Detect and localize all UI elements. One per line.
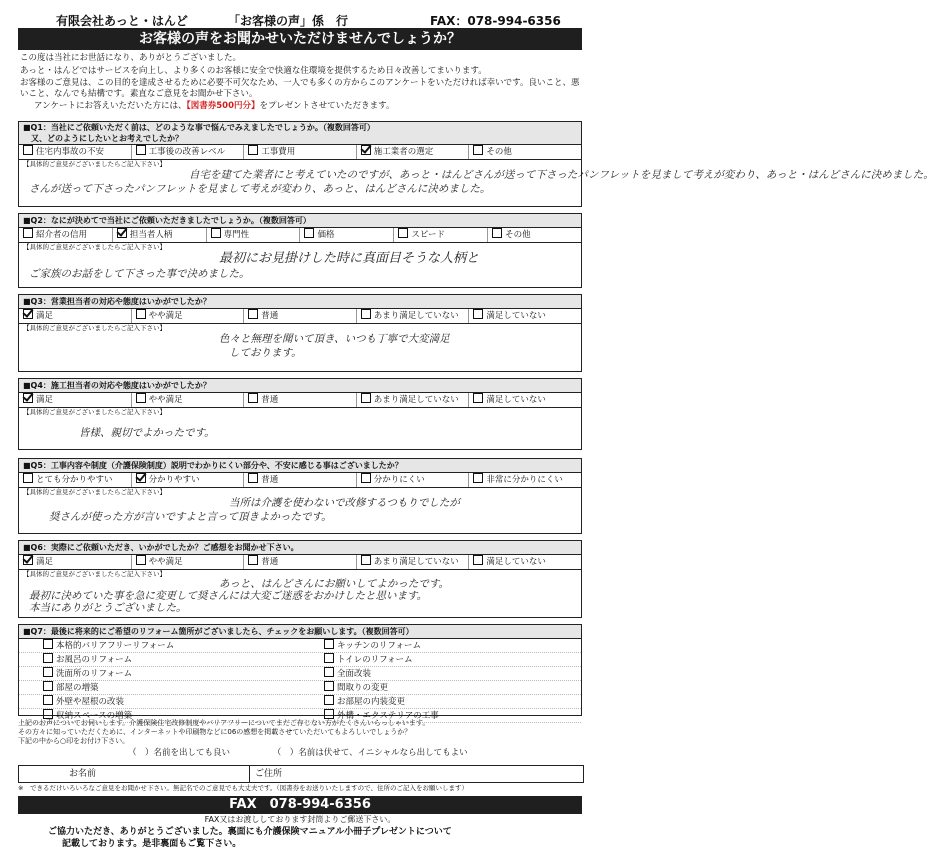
option-label: やや満足	[148, 557, 183, 567]
reform-option[interactable]	[19, 695, 300, 709]
option-label: やや満足	[148, 311, 183, 321]
option[interactable]	[19, 145, 132, 159]
option[interactable]	[469, 473, 581, 487]
intro-present-text: アンケートにお答えいただいた方には、	[34, 101, 187, 111]
comment-prompt: 【具体的ご意見がございましたらご記入下さい】	[23, 488, 166, 496]
option[interactable]	[357, 555, 470, 569]
checkbox-checked[interactable]	[136, 473, 146, 483]
question-5-options	[19, 473, 581, 488]
option[interactable]	[357, 309, 470, 323]
option-label: 担当者人柄	[129, 230, 173, 240]
option[interactable]	[469, 309, 581, 323]
question-2-title: ■Q2：なにが決めてで当社にご依頼いただきましたでしょうか。（複数回答可）	[19, 214, 581, 228]
option[interactable]	[19, 309, 132, 323]
question-4-title: ■Q4：施工担当者の対応や態度はいかがでしたか？	[19, 379, 581, 393]
reform-option[interactable]	[19, 653, 300, 667]
checkbox[interactable]	[304, 228, 314, 238]
checkbox[interactable]	[361, 309, 371, 319]
question-6	[18, 540, 582, 618]
handwritten-answer[interactable]: 最初に決めていた事を急に変更して奨さんには大変ご迷惑をおかけしたと思います。	[29, 590, 428, 602]
question-1	[18, 121, 934, 207]
checkbox-checked[interactable]	[117, 228, 127, 238]
checkbox[interactable]	[136, 145, 146, 155]
option-label: 工事後の改善レベル	[148, 147, 226, 157]
option-label: 普通	[261, 557, 279, 567]
form-header	[20, 10, 580, 30]
name-address-row	[18, 765, 584, 783]
handwritten-answer[interactable]: 皆様、親切でよかったです。	[79, 427, 215, 439]
option-label: 紹介者の信用	[36, 230, 88, 240]
intro-text	[20, 52, 580, 113]
consent-option[interactable]: （ ）名前を出しても良い	[128, 748, 231, 758]
checkbox[interactable]	[211, 228, 221, 238]
option-label: やや満足	[148, 395, 183, 405]
consent-line: その方々に知っていただくために、インターネットや印刷物などに06の感想を掲載させていただいてもよろしいでしょうか？	[18, 728, 412, 736]
question-3-title: ■Q3：営業担当者の対応や態度はいかがでしたか？	[19, 295, 581, 309]
question-1-title	[19, 122, 581, 145]
option[interactable]	[19, 228, 113, 242]
fax-instructions: FAX又はお渡ししております封筒よりご郵送下さい。	[204, 815, 396, 824]
handwritten-answer[interactable]: しております。	[229, 347, 302, 359]
option-label: 普通	[261, 311, 279, 321]
option-label: あまり満足していない	[373, 311, 459, 321]
option[interactable]	[469, 555, 581, 569]
option-label: 施工業者の選定	[373, 147, 434, 157]
checkbox[interactable]	[324, 639, 334, 649]
question-2	[18, 213, 582, 288]
intro-line: あっと・はんどではサービスを向上し、より多くのお客様に安全で快適な住環境を提供するため日々改善してまいります。	[20, 66, 487, 76]
reform-option[interactable]	[19, 681, 300, 695]
option-label: その他	[505, 230, 531, 240]
reform-option[interactable]	[300, 681, 581, 695]
option-label: 満足	[36, 557, 54, 567]
handwritten-answer[interactable]: さんが送って下さったパンフレットを見まして考えが変わり、あっと、はんどさんに決めました。	[29, 183, 491, 195]
option-label: 外壁や屋根の改装	[56, 697, 125, 707]
question-4	[18, 378, 582, 450]
option[interactable]	[207, 228, 301, 242]
checkbox[interactable]	[43, 695, 53, 705]
address-label: ご住所	[255, 769, 283, 779]
option[interactable]	[113, 228, 207, 242]
reform-option[interactable]	[19, 639, 300, 653]
checkbox[interactable]	[361, 393, 371, 403]
option-label: 住宅内事故の不安	[36, 147, 105, 157]
gift-highlight: 【図書券500円分】	[186, 101, 260, 111]
checkbox[interactable]	[473, 473, 483, 483]
option[interactable]	[357, 393, 470, 407]
handwritten-answer[interactable]: 色々と無理を聞いて頂き、いつも丁寧で大変満足	[219, 333, 450, 345]
intro-line: お客様のご意見は、この目的を達成させるために必要不可欠なため、一人でも多くの方からこのアンケートをいただければ幸いです。良いこと、悪いこと、なんでも結構です。素直なご意見をお聞かせ下さい。	[20, 78, 580, 99]
divider	[249, 766, 250, 782]
consent-text	[18, 719, 582, 746]
option-label: トイレのリフォーム	[337, 655, 413, 665]
option[interactable]	[244, 309, 357, 323]
question-5	[18, 458, 582, 534]
option-label: 満足していない	[486, 311, 546, 321]
name-field[interactable]	[129, 769, 229, 779]
thanks-line: 記載しております。是非裏面もご覧下さい。	[62, 839, 242, 849]
question-subtitle: 又、どのようにしたいとお考えでしたか？	[23, 134, 183, 143]
option-label: お部屋の内装変更	[337, 697, 406, 707]
checkbox[interactable]	[43, 709, 53, 719]
comment-prompt: 【具体的ご意見がございましたらご記入下さい】	[23, 243, 166, 251]
intro-line	[20, 100, 580, 113]
checkbox-checked[interactable]	[23, 393, 33, 403]
option-label: 間取りの変更	[337, 683, 389, 693]
handwritten-answer[interactable]: 自宅を建てた業者にと考えていたのですが、あっと・はんどさんが送って下さったパンフレットを見まして考えが変わり、あっと・はんどさんに決めました。	[189, 169, 934, 181]
reform-option[interactable]	[300, 639, 581, 653]
checkbox[interactable]	[23, 228, 33, 238]
reform-option[interactable]	[300, 695, 581, 709]
consent-line: 上記のお声についてお伺いします。介護保険住宅改修制度やバリアフリーについてまだご存じない方がたくさんいらっしゃいます。	[18, 719, 430, 727]
option-label: 全面改装	[337, 669, 372, 679]
reform-option[interactable]	[300, 653, 581, 667]
consent-options	[18, 748, 582, 758]
checkbox[interactable]	[43, 667, 53, 677]
header-fax: FAX：078-994-6356	[430, 14, 561, 28]
option-label: 価格	[317, 230, 335, 240]
question-6-title: ■Q6：実際にご依頼いただき、いかがでしたか？ご感想をお聞かせ下さい。	[19, 541, 581, 555]
name-label: お名前	[69, 769, 97, 779]
option[interactable]	[488, 228, 581, 242]
option-label: 本格的バリアフリーリフォーム	[56, 641, 175, 651]
checkbox[interactable]	[492, 228, 502, 238]
option-label: 非常に分かりにくい	[486, 475, 563, 485]
option[interactable]	[244, 145, 357, 159]
intro-line: この度は当社にお世話になり、ありがとうございました。	[20, 53, 242, 63]
checkbox[interactable]	[23, 145, 33, 155]
checkbox[interactable]	[136, 555, 146, 565]
address-field[interactable]	[319, 769, 569, 779]
option-label: その他	[486, 147, 512, 157]
option-label: あまり満足していない	[373, 557, 459, 567]
question-3	[18, 294, 582, 372]
option-label: お風呂のリフォーム	[56, 655, 133, 665]
option[interactable]	[132, 473, 245, 487]
checkbox[interactable]	[248, 145, 258, 155]
checkbox[interactable]	[324, 695, 334, 705]
option-label: 洗面所のリフォーム	[56, 669, 133, 679]
company-name: 有限会社あっと・はんど	[56, 14, 188, 28]
comment-prompt: 【具体的ご意見がございましたらご記入下さい】	[23, 570, 166, 578]
question-2-options	[19, 228, 581, 243]
checkbox[interactable]	[23, 473, 33, 483]
option[interactable]	[19, 393, 132, 407]
checkbox[interactable]	[248, 309, 258, 319]
checkbox-checked[interactable]	[23, 555, 33, 565]
question-7-title: ■Q7：最後に将来的にご希望のリフォーム箇所がございましたら、チェックをお願いします。（複数回答可）	[19, 625, 581, 639]
checkbox[interactable]	[43, 653, 53, 663]
checkbox[interactable]	[361, 473, 371, 483]
option-label: 満足していない	[486, 557, 546, 567]
option-label: 部屋の増築	[56, 683, 99, 693]
comment-prompt: 【具体的ご意見がございましたらご記入下さい】	[23, 160, 166, 168]
option-label: 外構・エクステリアの工事	[337, 711, 439, 721]
comment-prompt: 【具体的ご意見がございましたらご記入下さい】	[23, 324, 166, 332]
option[interactable]	[357, 473, 470, 487]
reform-option[interactable]	[19, 667, 300, 681]
comment-prompt: 【具体的ご意見がございましたらご記入下さい】	[23, 408, 166, 416]
checkbox[interactable]	[361, 555, 371, 565]
option-label: キッチンのリフォーム	[337, 641, 421, 651]
consent-option-label: 名前は伏せて、イニシャルなら出してもよい	[298, 748, 468, 758]
option-label: 普通	[261, 475, 279, 485]
checkbox[interactable]	[324, 709, 334, 719]
option[interactable]	[244, 473, 357, 487]
checkbox[interactable]	[473, 145, 483, 155]
checkbox[interactable]	[136, 309, 146, 319]
option[interactable]	[19, 473, 132, 487]
footer-note: ※ できるだけいろいろなご意見をお聞かせ下さい。無記名でのご意見でも大丈夫です。（図書券をお送りいたしますので、住所のご記入をお願いします）	[18, 784, 469, 792]
question-4-options	[19, 393, 581, 408]
option-label: 分かりにくい	[373, 475, 425, 485]
form-recipient: 「お客様の声」係 行	[228, 14, 349, 28]
option[interactable]	[19, 555, 132, 569]
question-6-options	[19, 555, 581, 570]
option-label: あまり満足していない	[373, 395, 459, 405]
question-3-options	[19, 309, 581, 324]
checkbox-checked[interactable]	[361, 145, 371, 155]
checkbox[interactable]	[136, 393, 146, 403]
checkbox[interactable]	[43, 681, 53, 691]
option[interactable]	[394, 228, 488, 242]
checkbox[interactable]	[248, 393, 258, 403]
thanks-text	[18, 826, 612, 850]
option-label: スピード	[411, 230, 445, 240]
option-label: とても分かりやすい	[36, 475, 113, 485]
option-label: 工事費用	[261, 147, 296, 157]
option-label: 分かりやすい	[148, 475, 200, 485]
checkbox[interactable]	[324, 653, 334, 663]
checkbox[interactable]	[398, 228, 408, 238]
thanks-line: ご協力いただき、ありがとうございました。裏面にも介護保険マニュアル小冊子プレゼントについて	[48, 827, 452, 837]
option[interactable]	[469, 145, 581, 159]
option-label: 満足	[36, 395, 54, 405]
checkbox[interactable]	[43, 639, 53, 649]
option[interactable]	[132, 145, 245, 159]
option-label: 満足していない	[486, 395, 546, 405]
handwritten-answer[interactable]: ご家族のお話をして下さった事で決めました。	[29, 268, 250, 280]
handwritten-answer[interactable]: あっと、はんどさんにお願いしてよかったです。	[219, 578, 450, 590]
checkbox[interactable]	[473, 555, 483, 565]
option[interactable]	[244, 555, 357, 569]
option[interactable]	[244, 393, 357, 407]
option[interactable]	[300, 228, 394, 242]
question-1-options	[19, 145, 581, 160]
checkbox[interactable]	[248, 473, 258, 483]
checkbox[interactable]	[248, 555, 258, 565]
reform-options	[19, 639, 581, 723]
option[interactable]	[357, 145, 470, 159]
handwritten-answer[interactable]: 本当にありがとうございました。	[29, 602, 187, 614]
intro-present-text: をプレゼントさせていただきます。	[259, 101, 395, 111]
title-banner: お客様の声をお聞かせいただけませんでしょうか？	[18, 28, 582, 50]
option[interactable]	[132, 393, 245, 407]
option-label: 普通	[261, 395, 279, 405]
checkbox[interactable]	[473, 309, 483, 319]
handwritten-answer[interactable]: 最初にお見掛けした時に真面目そうな人柄と	[219, 251, 480, 266]
checkbox[interactable]	[324, 681, 334, 691]
handwritten-answer[interactable]: 当所は介護を使わないで改修するつもりでしたが	[229, 497, 460, 509]
consent-option-label: 名前を出しても良い	[153, 748, 231, 758]
question-7	[18, 624, 582, 721]
handwritten-answer[interactable]: 奨さんが使った方が言いですよと言って頂きよかったです。	[49, 511, 332, 523]
consent-option[interactable]: （ ）名前は伏せて、イニシャルなら出してもよい	[272, 748, 468, 758]
option-label: 満足	[36, 311, 54, 321]
option-label: 専門性	[223, 230, 250, 240]
consent-line: 下記の中から○印をお付け下さい。	[18, 737, 130, 745]
question-5-title: ■Q5：工事内容や制度（介護保険制度）説明でわかりにくい部分や、不安に感じる事はございましたか？	[19, 459, 581, 473]
option-label: 収納スペースの増築	[56, 711, 133, 721]
checkbox[interactable]	[473, 393, 483, 403]
option[interactable]	[132, 555, 245, 569]
option[interactable]	[132, 309, 245, 323]
fax-banner: FAX 078-994-6356	[18, 796, 582, 814]
question-title: ■Q1：当社にご依頼いただく前は、どのような事で悩んでみえましたでしょうか。（複数回答可）	[23, 123, 375, 132]
reform-option[interactable]	[300, 667, 581, 681]
checkbox[interactable]	[324, 667, 334, 677]
option[interactable]	[469, 393, 581, 407]
checkbox-checked[interactable]	[23, 309, 33, 319]
